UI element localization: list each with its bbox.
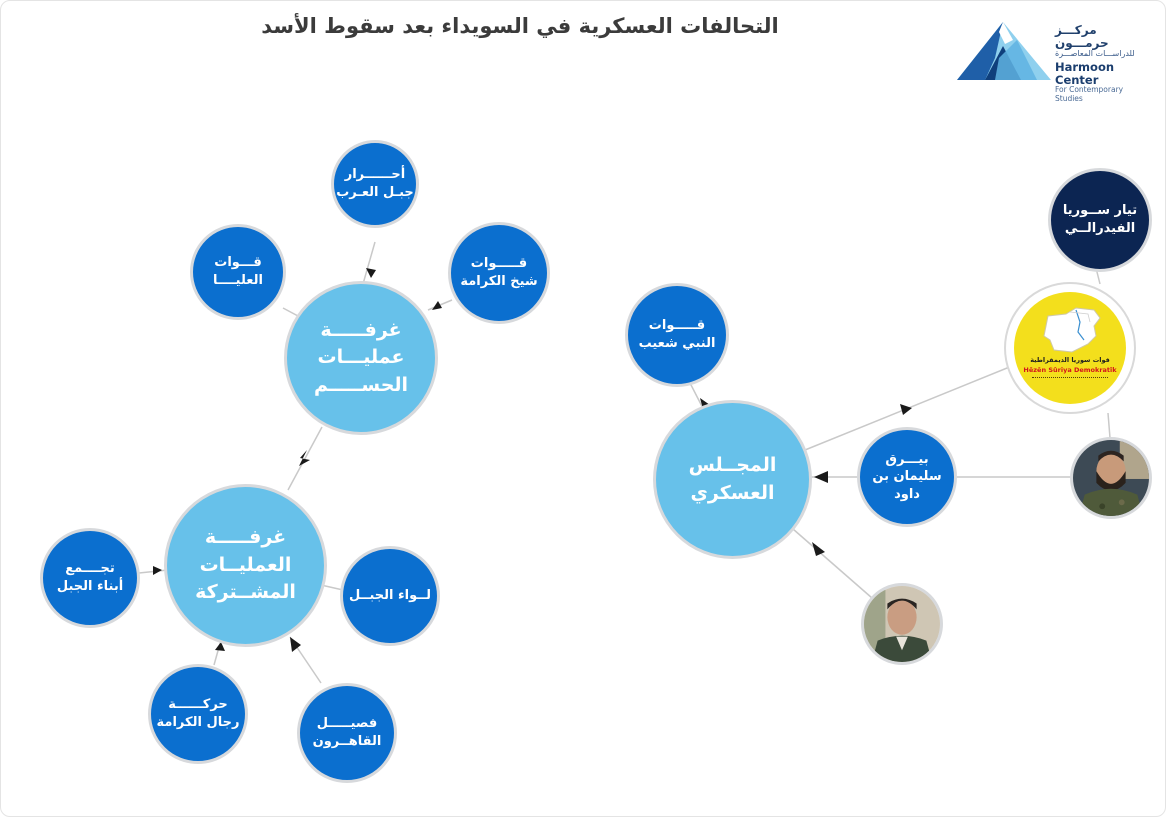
node-ahrar-jabal-al-arab: أحــــــرار جبـل العـرب (331, 140, 419, 228)
edge-ahrar-hasm (363, 242, 375, 284)
sdf-label-ku: Hêzên Sûriya Demokratîk (1023, 366, 1117, 374)
node-liwa-al-jabal: لــواء الجبــل (340, 546, 440, 646)
node-qahirun: فصيـــــل القاهــرون (297, 683, 397, 783)
page-title: التحالفات العسكرية في السويداء بعد سقوط الأسد (261, 14, 779, 38)
logo-subtitle-ar: للدراســـات المعاصـــرة (1055, 49, 1135, 59)
node-joint-operations-room: غرفـــــة العمليــات المشــتركة (164, 484, 327, 647)
arrow-abna-joint-icon (153, 566, 162, 575)
person-photo-icon (864, 585, 940, 663)
node-bayraq-suleiman-bin-dawud: بيـــرق سليمان بن داود (857, 427, 957, 527)
logo-name-ar: مركـــز حرمـــون (1055, 23, 1109, 51)
node-sdf-logo (1004, 282, 1136, 414)
node-rijal-al-karama: حركــــــة رجال الكرامة (148, 664, 248, 764)
node-quwat-al-olya: قـــوات العليــــا (190, 224, 286, 320)
sdf-label-ar: قوات سوريا الديمقراطية (1030, 356, 1110, 364)
logo-name-en: Harmoon Center (1055, 60, 1115, 87)
node-hasm-operations-room: غرفـــــة عمليـــات الحســـــم (284, 281, 438, 435)
arrow-bayraq-council-icon (814, 471, 828, 483)
arrow-council-photo-icon (812, 542, 825, 556)
node-quwat-sheikh-al-karama: قـــــوات شيخ الكرامة (448, 222, 550, 324)
edge-sdf-photo (1108, 413, 1110, 438)
arrow-karama-hasm-icon (432, 301, 442, 310)
node-military-council: المجــلس العسكري (653, 400, 812, 559)
logo-subtitle-en: For Contemporary Studies (1055, 85, 1124, 103)
node-photo-bearded-commander (1070, 437, 1152, 519)
node-photo-man-in-suit (861, 583, 943, 665)
arrow-ahrar-hasm-icon (366, 268, 376, 278)
person-photo-icon (1073, 439, 1149, 517)
edge-hasm-joint (288, 427, 322, 490)
syria-map-icon (1014, 292, 1126, 404)
node-federal-syria-current: تيار ســوريا الفيدرالــي (1048, 168, 1152, 272)
sdf-script-line (1032, 377, 1108, 381)
node-quwat-al-nabi-shuaib: قـــــوات النبي شعيب (625, 283, 729, 387)
edge-council-photo (793, 529, 872, 598)
arrow-council-sdf-icon (900, 404, 912, 415)
node-abna-al-jabal: تجــــمع أبناء الجبل (40, 528, 140, 628)
